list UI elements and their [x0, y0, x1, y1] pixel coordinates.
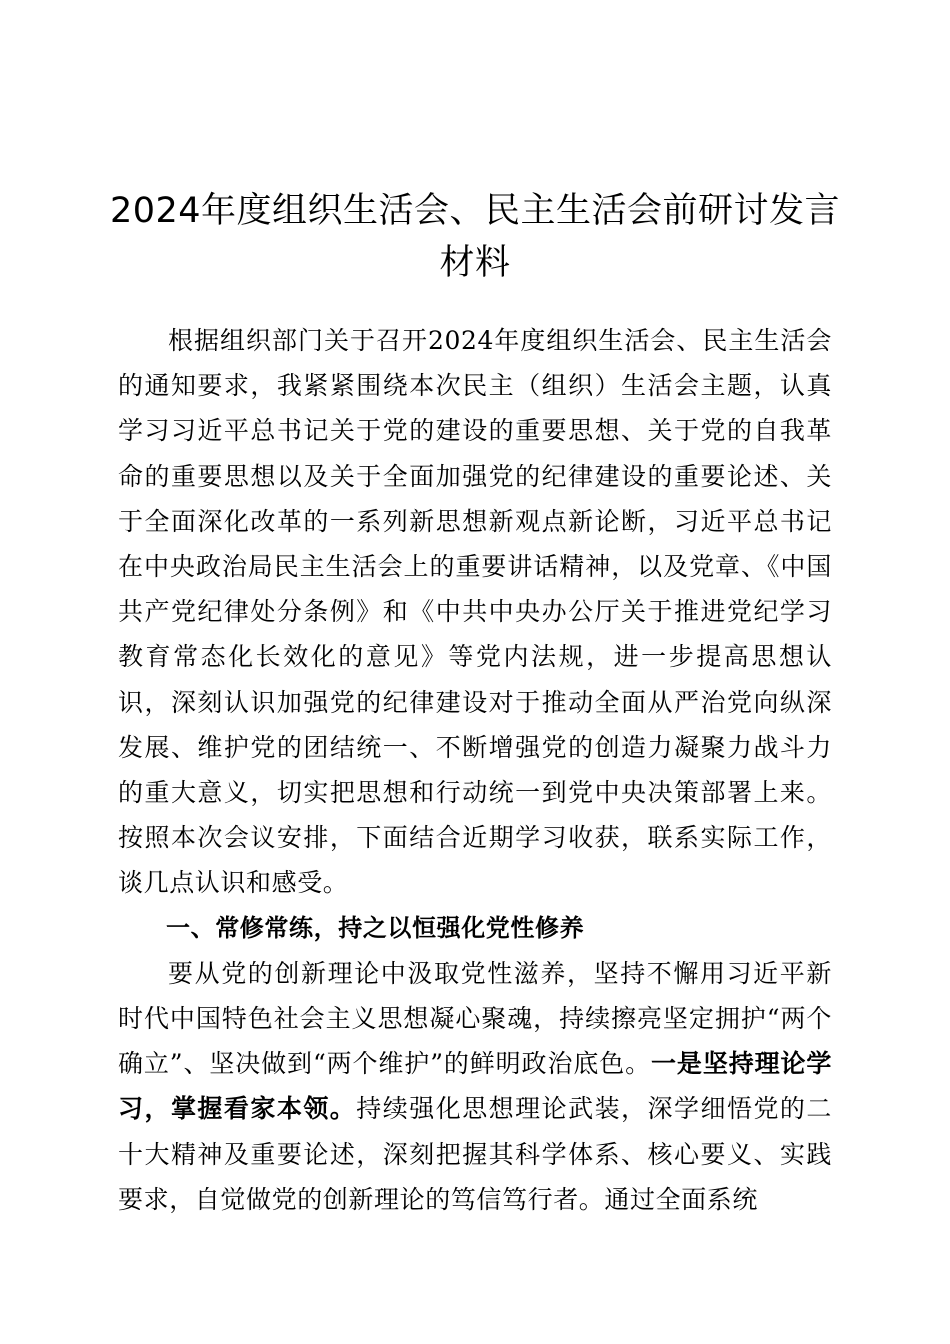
- section-heading-1: 一、常修常练，持之以恒强化党性修养: [166, 913, 585, 942]
- section-1-rest-text: 持续强化思想理论武装，深学细悟党的二十大精神及重要论述，深刻把握其科学体系、核心要义、实践要求，自觉做党的创新理论的笃信笃行者。通过全面系统: [118, 1094, 832, 1214]
- section-1-bold-point: 一是坚持理论学习，掌握看家本领。: [118, 1049, 832, 1124]
- document-body: [118, 318, 832, 1222]
- section-1-paragraph: [118, 951, 832, 1222]
- intro-paragraph: 根据组织部门关于召开2024年度组织生活会、民主生活会的通知要求，我紧紧围绕本次民主（组织）生活会主题，认真学习习近平总书记关于党的建设的重要思想、关于党的自我革命的重要思想以及关于全面加强党的纪律建设的重要论述、关于全面深化改革的一系列新思想新观点新论断，习近平总书记在中央政治局民主生活会上的重要讲话精神，以及党章、《中国共产党纪律处分条例》和《中共中央办公厅关于推进党纪学习教育常态化长效化的意见》等党内法规，进一步提高思想认识，深刻认识加强党的纪律建设对于推动全面从严治党向纵深发展、维护党的团结统一、不断增强党的创造力凝聚力战斗力的重大意义，切实把思想和行动统一到党中央决策部署上来。按照本次会议安排，下面结合近期学习收获，联系实际工作，谈几点认识和感受。: [118, 326, 832, 898]
- document-title: 2024年度组织生活会、民主生活会前研讨发言材料: [109, 191, 841, 283]
- section-1-lead-text: 要从党的创新理论中汲取党性滋养，坚持不懈用习近平新时代中国特色社会主义思想凝心聚魂，持续擦亮坚定拥护“两个确立”、坚决做到“两个维护”的鲜明政治底色。: [118, 958, 832, 1079]
